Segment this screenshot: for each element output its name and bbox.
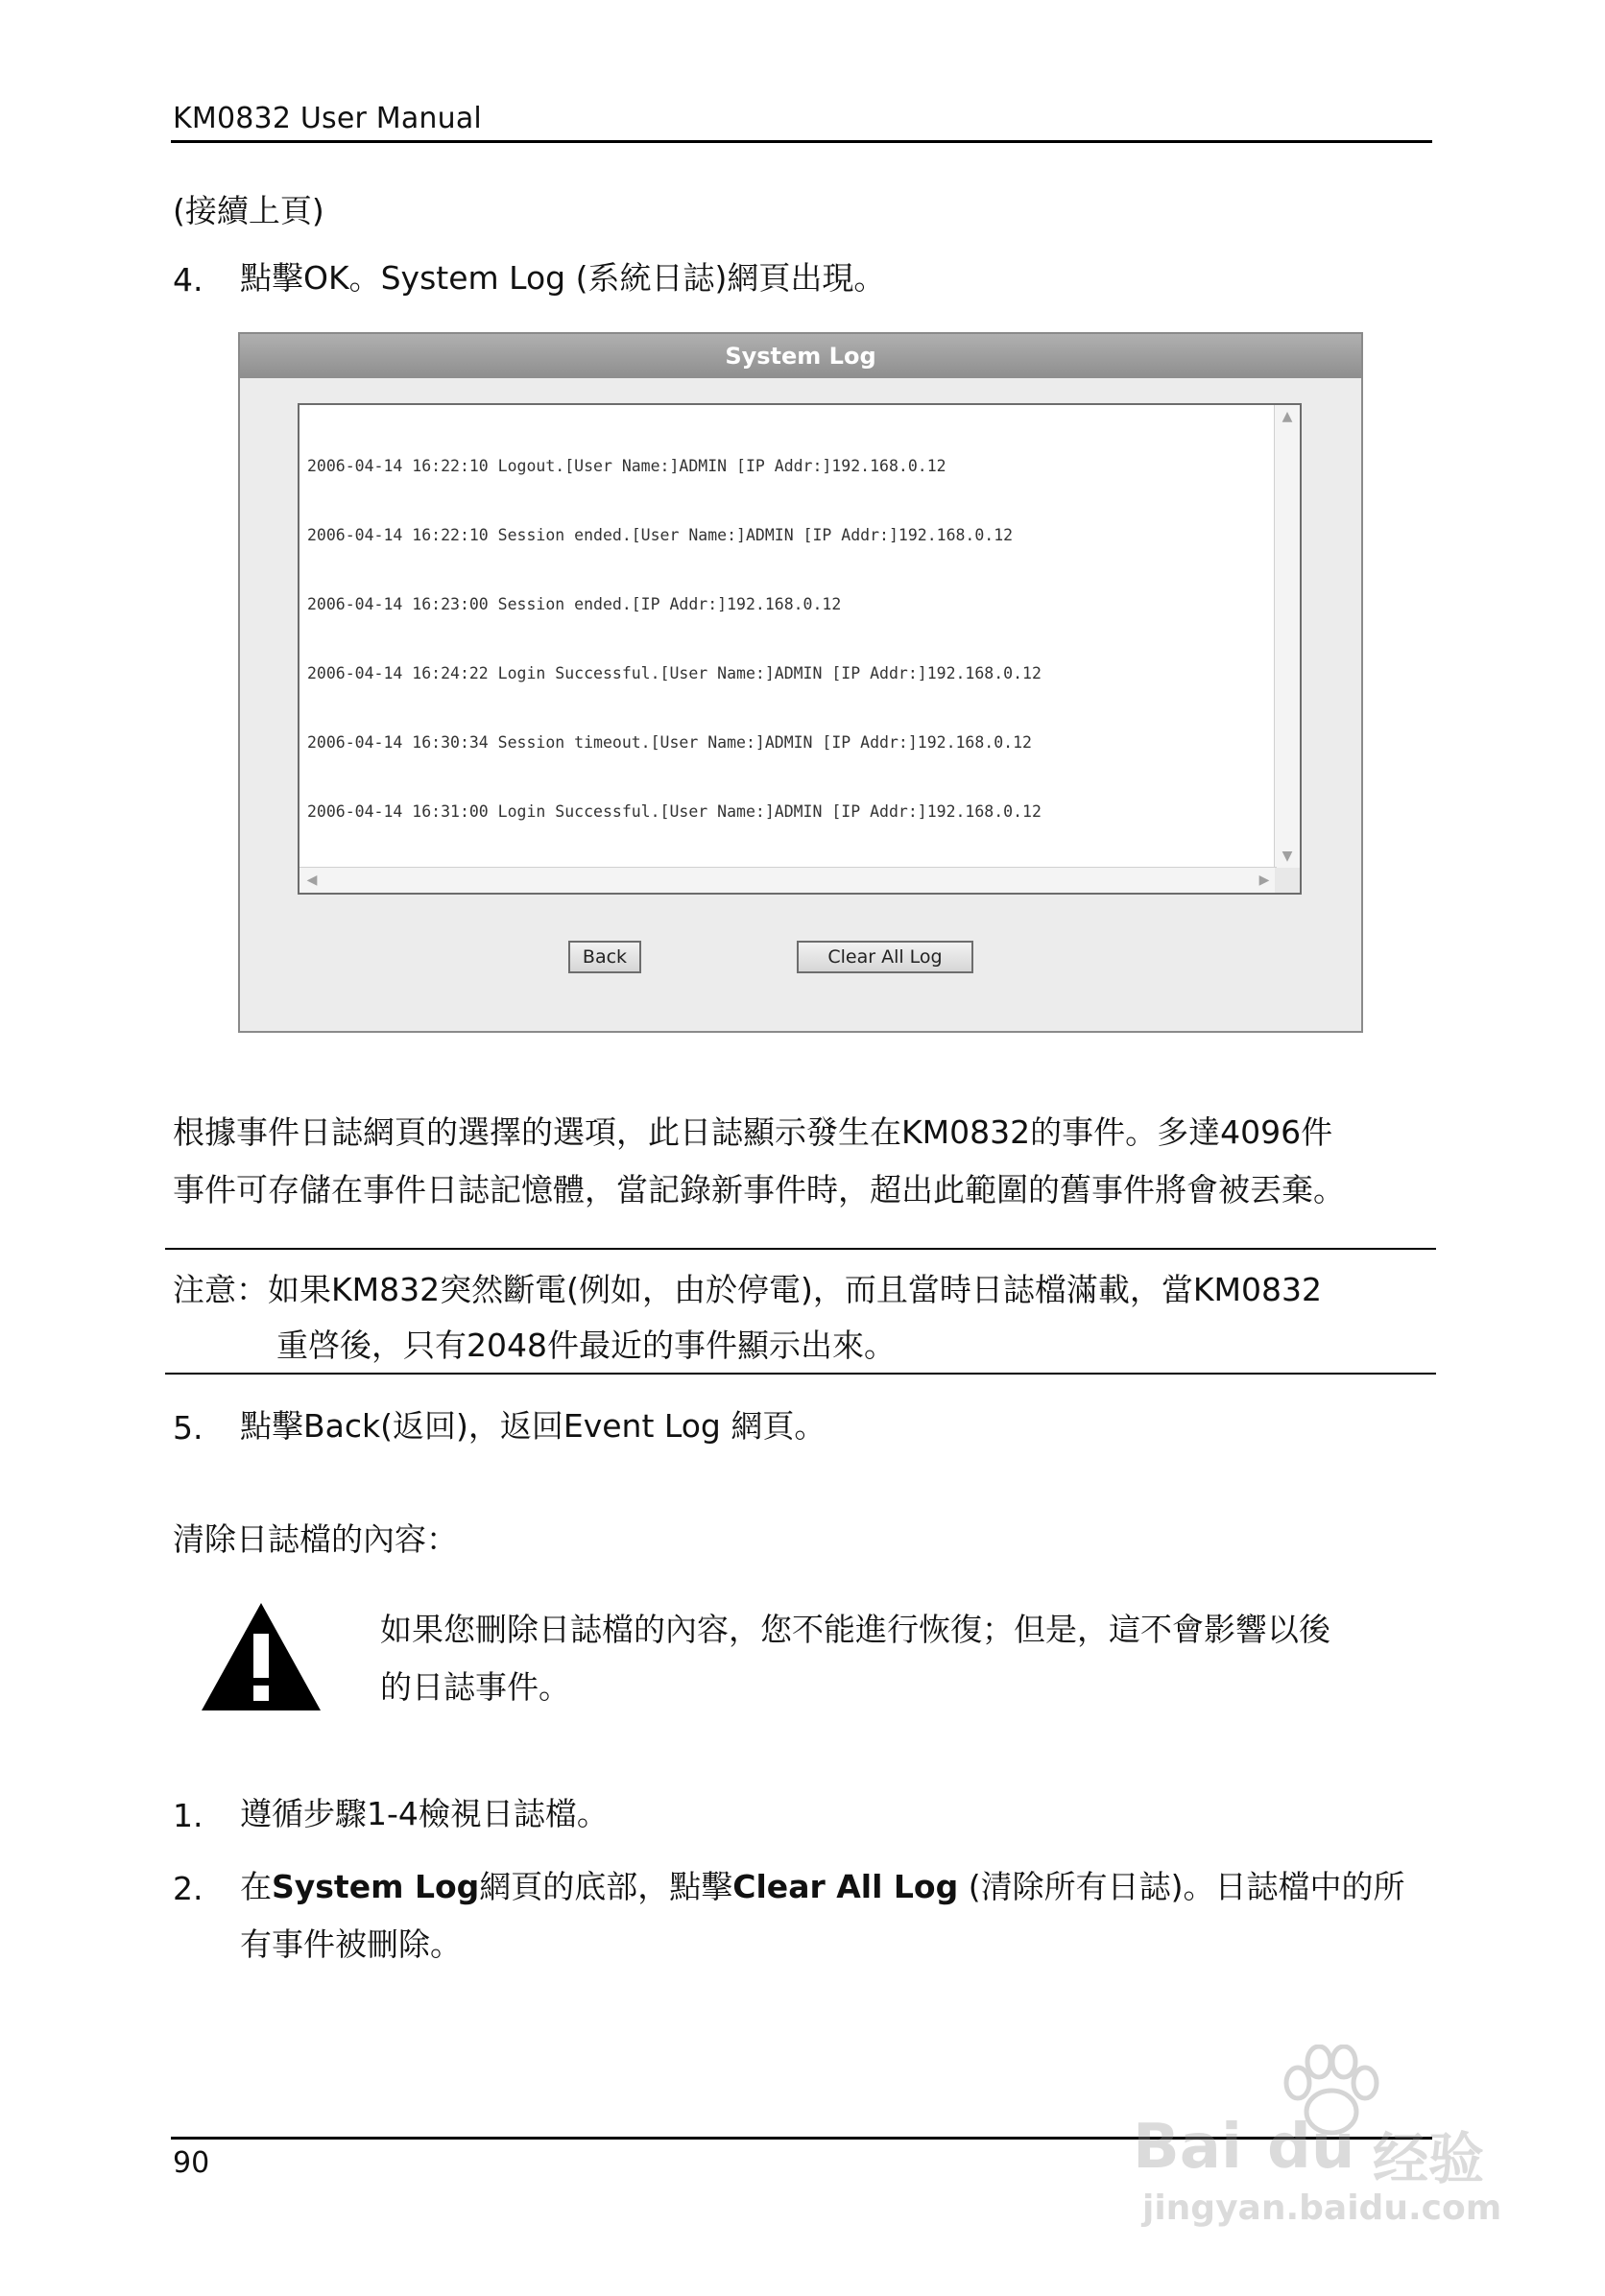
step-2-bold-clear-all-log: Clear All Log xyxy=(732,1868,959,1905)
baidu-watermark xyxy=(1133,2045,1507,2236)
log-lines xyxy=(307,409,1042,870)
log-line: 2006-04-14 16:23:00 Session ended.[IP Addr:]192.168.0.12 xyxy=(307,595,842,613)
clear-log-heading: 清除日誌檔的內容： xyxy=(173,1520,458,1558)
log-line: 2006-04-14 16:31:00 Login Successful.[User Name:]ADMIN [IP Addr:]192.168.0.12 xyxy=(307,802,1042,821)
step-1-text: 遵循步驟1-4檢視日誌檔。 xyxy=(240,1795,609,1832)
log-textarea[interactable] xyxy=(298,403,1302,895)
step-2-bold-system-log: System Log xyxy=(272,1868,480,1905)
clear-all-log-button[interactable]: Clear All Log xyxy=(797,941,973,973)
system-log-title: System Log xyxy=(240,334,1361,378)
step-2-text-line-2: 有事件被刪除。 xyxy=(240,1925,462,1963)
warning-line-2: 的日誌事件。 xyxy=(380,1668,570,1706)
step-5-text: 點擊Back(返回)，返回Event Log 網頁。 xyxy=(240,1407,826,1445)
step-2-text xyxy=(240,1858,1404,1916)
step-2-number: 2. xyxy=(173,1870,204,1907)
step-4-text: 點擊OK。System Log (系統日誌)網頁出現。 xyxy=(240,259,886,297)
step-5-number: 5. xyxy=(173,1409,204,1447)
page-number: 90 xyxy=(173,2146,210,2180)
note-line-1: 注意：如果KM832突然斷電(例如，由於停電)，而且當時日誌檔滿載，當KM0832 xyxy=(173,1271,1322,1308)
watermark-cn: 经验 xyxy=(1373,2126,1485,2191)
log-line: 2006-04-14 16:24:22 Login Successful.[User Name:]ADMIN [IP Addr:]192.168.0.12 xyxy=(307,664,1042,682)
step-2-part: (清除所有日誌)。日誌檔中的所 xyxy=(958,1868,1405,1905)
log-line: 2006-04-14 16:30:34 Session timeout.[User Name:]ADMIN [IP Addr:]192.168.0.12 xyxy=(307,733,1032,752)
scrollbar-corner xyxy=(1275,868,1300,893)
log-line: 2006-04-14 16:22:10 Session ended.[User Name:]ADMIN [IP Addr:]192.168.0.12 xyxy=(307,526,1014,544)
note-line-2: 重啓後，只有2048件最近的事件顯示出來。 xyxy=(276,1327,896,1364)
watermark-brand: Bai xyxy=(1133,2112,1242,2183)
scroll-left-icon[interactable]: ◀ xyxy=(306,873,318,888)
continued-note: (接續上頁) xyxy=(173,192,324,229)
scroll-up-icon[interactable]: ▲ xyxy=(1282,409,1293,424)
warning-line-1: 如果您刪除日誌檔的內容，您不能進行恢復；但是，這不會影響以後 xyxy=(380,1611,1330,1648)
step-4-number: 4. xyxy=(173,261,204,299)
vertical-scrollbar[interactable] xyxy=(1274,405,1300,868)
description-line-2: 事件可存儲在事件日誌記憶體，當記錄新事件時，超出此範圍的舊事件將會被丟棄。 xyxy=(173,1171,1345,1208)
note-top-rule xyxy=(165,1248,1436,1250)
system-log-screenshot xyxy=(238,332,1363,1033)
header-title: KM0832 User Manual xyxy=(173,102,482,135)
watermark-brand-2: du xyxy=(1267,2112,1355,2183)
scroll-right-icon[interactable]: ▶ xyxy=(1258,873,1270,888)
step-2-part: 在 xyxy=(240,1868,272,1905)
header-rule xyxy=(171,140,1432,143)
horizontal-scrollbar[interactable] xyxy=(299,867,1277,893)
note-bottom-rule xyxy=(165,1373,1436,1375)
watermark-url: jingyan.baidu.com xyxy=(1142,2188,1502,2228)
back-button[interactable]: Back xyxy=(568,941,641,973)
scroll-down-icon[interactable]: ▼ xyxy=(1282,849,1293,864)
step-2-part: 網頁的底部，點擊 xyxy=(479,1868,733,1905)
description-line-1: 根據事件日誌網頁的選擇的選項，此日誌顯示發生在KM0832的事件。多達4096件 xyxy=(173,1113,1333,1151)
step-1-number: 1. xyxy=(173,1797,204,1834)
log-line: 2006-04-14 16:22:10 Logout.[User Name:]ADMIN [IP Addr:]192.168.0.12 xyxy=(307,457,946,475)
warning-icon xyxy=(200,1601,323,1712)
